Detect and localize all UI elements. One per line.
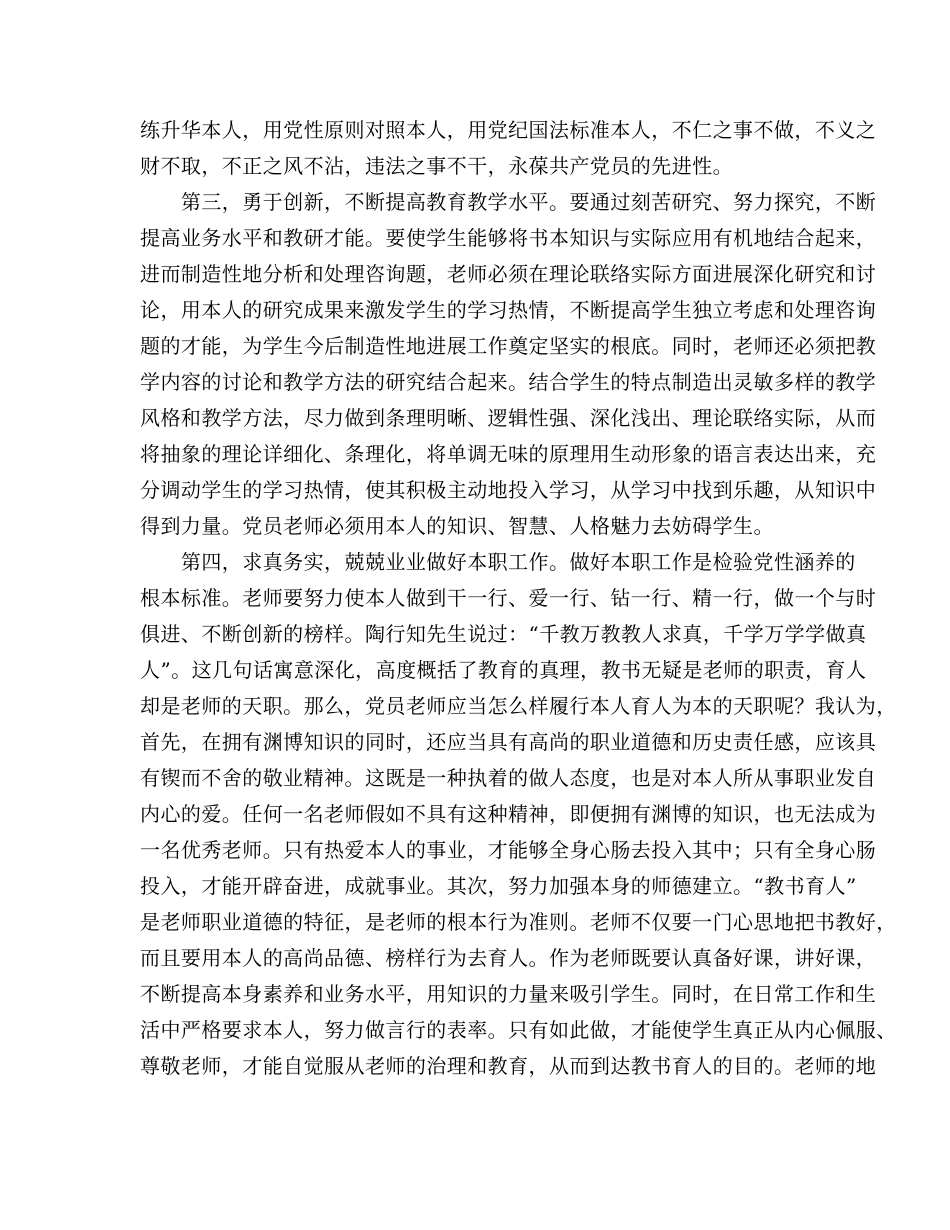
text-line: 题的才能，为学生今后制造性地进展工作奠定坚实的根底。同时，老师还必须把教: [140, 334, 877, 358]
text-line: 分调动学生的学习热情，使其积极主动地投入学习，从学习中找到乐趣，从知识中: [140, 478, 877, 502]
text-line: 财不取，不正之风不沾，违法之事不干，永葆共产党员的先进性。: [140, 154, 734, 178]
text-line: 是老师职业道德的特征，是老师的根本行为准则。老师不仅要一门心思地把书教好，: [140, 910, 897, 934]
text-line: 论，用本人的研究成果来激发学生的学习热情，不断提高学生独立考虑和处理咨询: [140, 298, 877, 322]
text-line: 而且要用本人的高尚品德、榜样行为去育人。作为老师既要认真备好课，讲好课，: [140, 946, 877, 970]
text-line: 内心的爱。任何一名老师假如不具有这种精神，即便拥有渊博的知识，也无法成为: [140, 802, 877, 826]
text-line: 不断提高本身素养和业务水平，用知识的力量来吸引学生。同时，在日常工作和生: [140, 982, 877, 1006]
text-line: 投入，才能开辟奋进，成就事业。其次，努力加强本身的师德建立。“教书育人”: [140, 874, 857, 898]
text-line: 尊敬老师，才能自觉服从老师的治理和教育，从而到达教书育人的目的。老师的地: [140, 1054, 877, 1078]
text-line: 将抽象的理论详细化、条理化，将单调无味的原理用生动形象的语言表达出来，充: [140, 442, 877, 466]
text-line: 风格和教学方法，尽力做到条理明晰、逻辑性强、深化浅出、理论联络实际，从而: [140, 406, 877, 430]
text-line: 首先，在拥有渊博知识的同时，还应当具有高尚的职业道德和历史责任感，应该具: [140, 730, 877, 754]
text-line: 得到力量。党员老师必须用本人的知识、智慧、人格魅力去妨碍学生。: [140, 514, 774, 538]
text-line: 第四，求真务实，兢兢业业做好本职工作。做好本职工作是检验党性涵养的: [140, 550, 856, 574]
text-line: 俱进、不断创新的榜样。陶行知先生说过：“千教万教教人求真，千学万学学做真: [140, 622, 867, 646]
text-line: 学内容的讨论和教学方法的研究结合起来。结合学生的特点制造出灵敏多样的教学: [140, 370, 877, 394]
text-line: 却是老师的天职。那么，党员老师应当怎么样履行本人育人为本的天职呢？我认为，: [140, 694, 897, 718]
text-line: 一名优秀老师。只有热爱本人的事业，才能够全身心肠去投入其中；只有全身心肠: [140, 838, 877, 862]
text-line: 活中严格要求本人，努力做言行的表率。只有如此做，才能使学生真正从内心佩服、: [140, 1018, 897, 1042]
text-line: 进而制造性地分析和处理咨询题，老师必须在理论联络实际方面进展深化研究和讨: [140, 262, 877, 286]
text-line: 有锲而不舍的敬业精神。这既是一种执着的做人态度，也是对本人所从事职业发自: [140, 766, 877, 790]
text-line: 提高业务水平和教研才能。要使学生能够将书本知识与实际应用有机地结合起来，: [140, 226, 877, 250]
text-line: 根本标准。老师要努力使本人做到干一行、爱一行、钻一行、精一行，做一个与时: [140, 586, 877, 610]
text-line: 练升华本人，用党性原则对照本人，用党纪国法标准本人，不仁之事不做，不义之: [140, 118, 877, 142]
text-line: 第三，勇于创新，不断提高教育教学水平。要通过刻苦研究、努力探究，不断: [140, 190, 877, 214]
text-line: 人”。这几句话寓意深化，高度概括了教育的真理，教书无疑是老师的职责，育人: [140, 658, 867, 682]
